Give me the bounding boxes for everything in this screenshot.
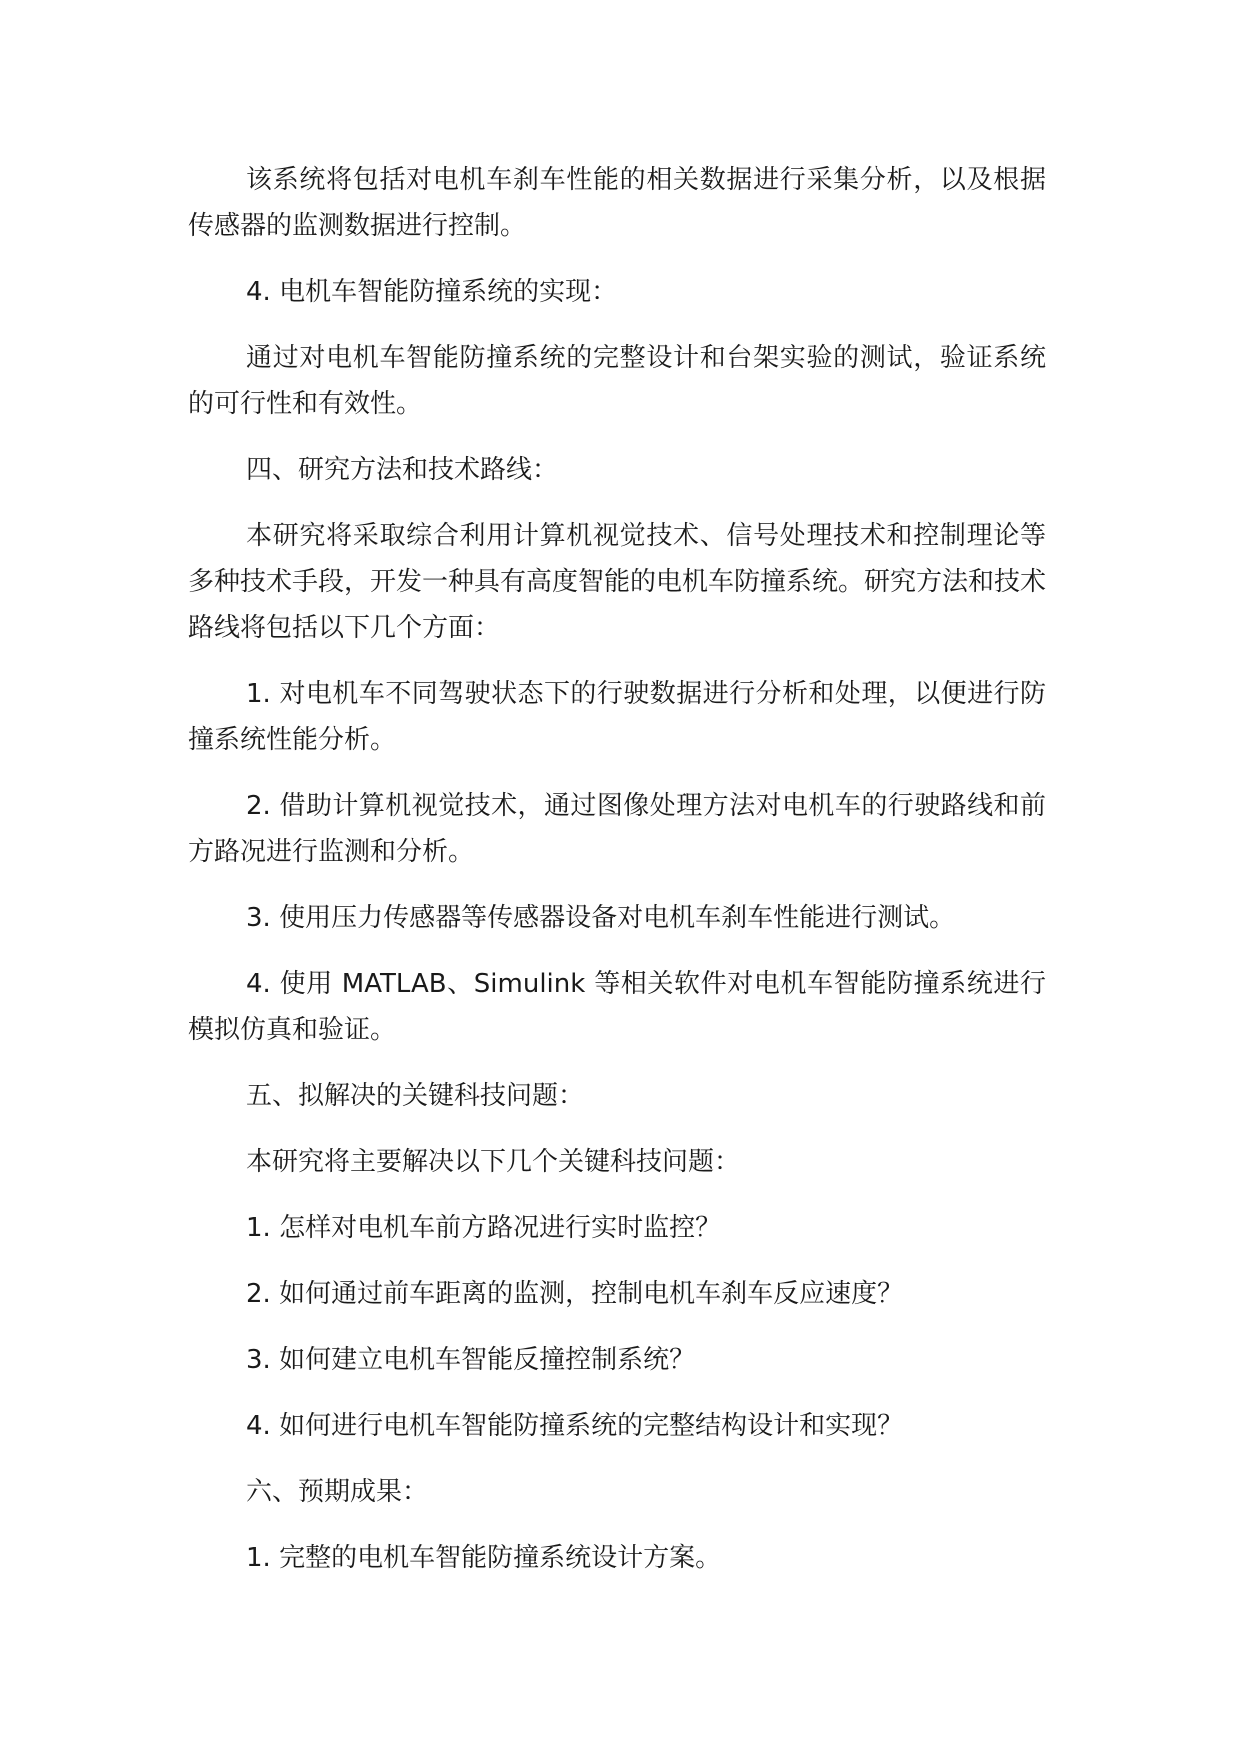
problem-item-3: 3. 如何建立电机车智能反撞控制系统？ [246,1345,696,1375]
section-heading-key-problems: 五、拟解决的关键科技问题： [246,1081,585,1111]
document-body [188,157,1046,1581]
section-heading-expected-results: 六、预期成果： [246,1477,429,1507]
problem-item-2: 2. 如何通过前车距离的监测，控制电机车刹车反应速度？ [246,1279,904,1309]
method-item-3: 3. 使用压力传感器等传感器设备对电机车刹车性能进行测试。 [246,903,956,933]
method-item-4: 4. 使用 MATLAB、Simulink 等相关软件对电机车智能防撞系统进行模拟仿真和验证。 [188,969,1046,1045]
paragraph-system-data-collection: 该系统将包括对电机车刹车性能的相关数据进行采集分析，以及根据传感器的监测数据进行控制。 [188,165,1046,241]
paragraph-implementation: 通过对电机车智能防撞系统的完整设计和台架实验的测试，验证系统的可行性和有效性。 [188,343,1046,419]
problem-item-4: 4. 如何进行电机车智能防撞系统的完整结构设计和实现？ [246,1411,904,1441]
heading-implementation: 4. 电机车智能防撞系统的实现： [246,277,618,307]
problem-item-1: 1. 怎样对电机车前方路况进行实时监控？ [246,1213,722,1243]
method-item-1: 1. 对电机车不同驾驶状态下的行驶数据进行分析和处理，以便进行防撞系统性能分析。 [188,679,1046,755]
section-heading-methods: 四、研究方法和技术路线： [246,455,559,485]
method-item-2: 2. 借助计算机视觉技术，通过图像处理方法对电机车的行驶路线和前方路况进行监测和分析。 [188,791,1046,867]
paragraph-key-problems-intro: 本研究将主要解决以下几个关键科技问题： [246,1147,741,1177]
result-item-1: 1. 完整的电机车智能防撞系统设计方案。 [246,1543,722,1573]
paragraph-methods-intro: 本研究将采取综合利用计算机视觉技术、信号处理技术和控制理论等多种技术手段，开发一种具有高度智能的电机车防撞系统。研究方法和技术路线将包括以下几个方面： [188,521,1047,643]
